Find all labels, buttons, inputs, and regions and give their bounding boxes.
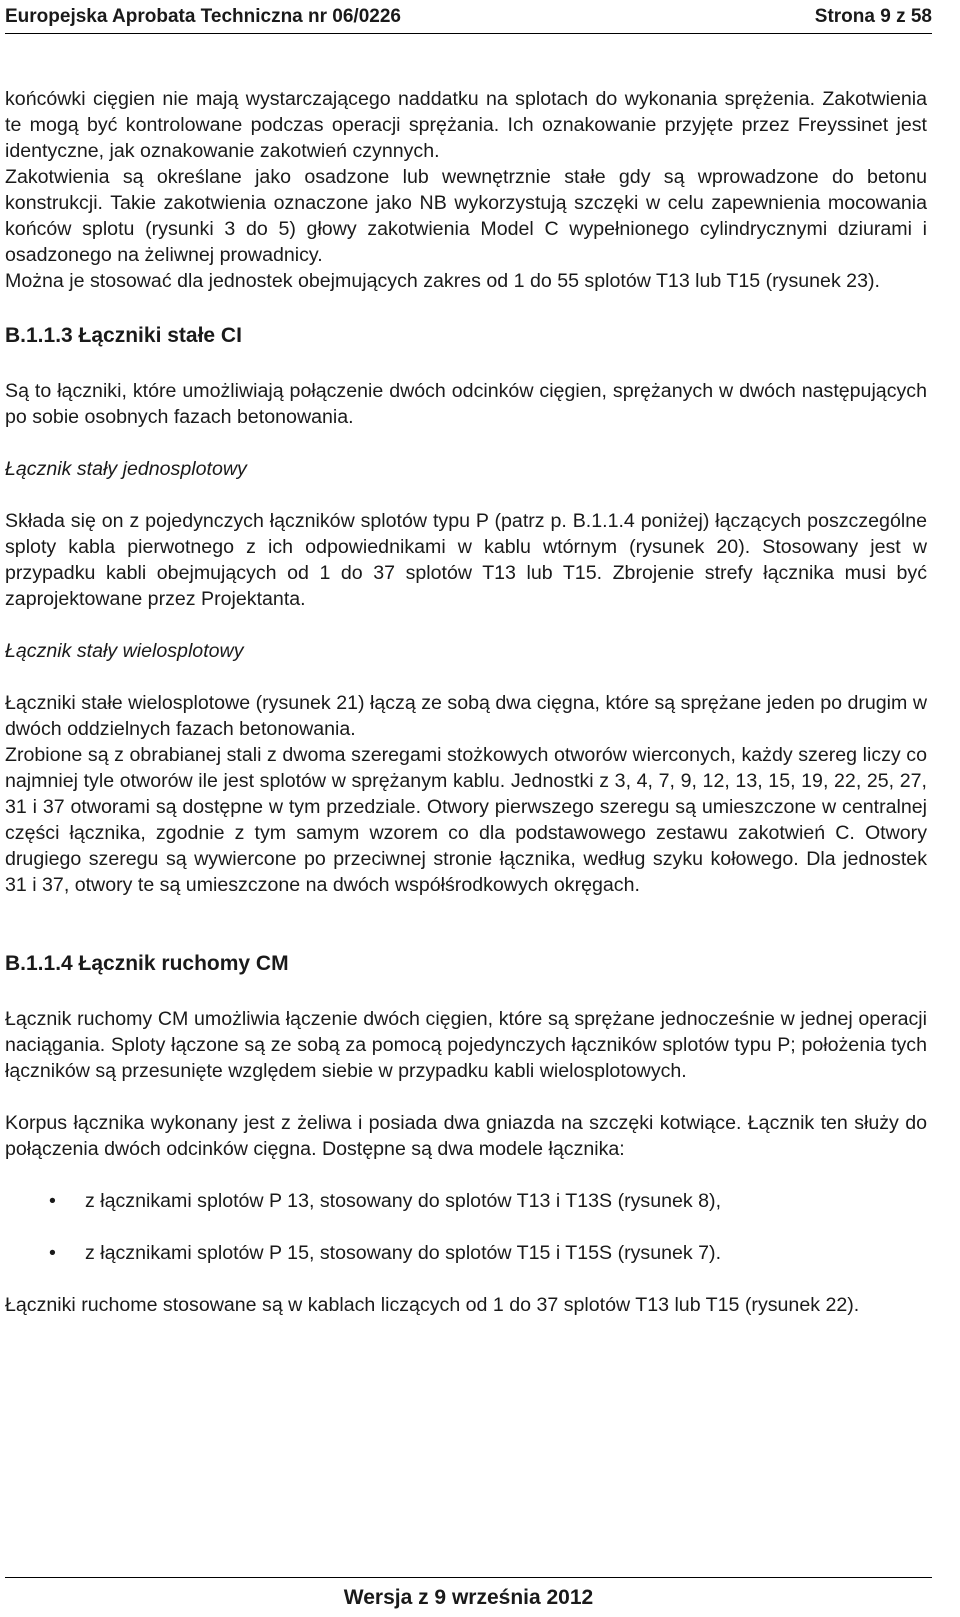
section-heading-b114: B.1.1.4 Łącznik ruchomy CM bbox=[5, 952, 289, 975]
section-heading-b113: B.1.1.3 Łączniki stałe CI bbox=[5, 324, 242, 347]
section-b114-paragraph-2: Korpus łącznika wykonany jest z żeliwa i posiada dwa gniazda na szczęki kotwiące. Łącznik ten służy do połączenia dwóch odcinków cięgna. Dostępne są dwa modele łącznika: bbox=[5, 1112, 927, 1160]
version-date: Wersja z 9 września 2012 bbox=[343, 1586, 594, 1609]
section-b114-paragraph-3: Łączniki ruchome stosowane są w kablach liczących od 1 do 37 splotów T13 lub T15 (rysunek 22). bbox=[5, 1294, 860, 1316]
subheading-multi-strand: Łącznik stały wielosplotowy bbox=[5, 640, 244, 662]
subheading-single-strand: Łącznik stały jednosplotowy bbox=[5, 458, 247, 480]
connector-models-list bbox=[5, 1188, 927, 1266]
list-item-text: z łącznikami splotów P 13, stosowany do splotów T13 i T13S (rysunek 8), bbox=[85, 1190, 722, 1212]
page-header bbox=[5, 0, 932, 34]
list-item-text: z łącznikami splotów P 15, stosowany do splotów T15 i T15S (rysunek 7). bbox=[85, 1242, 722, 1264]
intro-paragraph-1: końcówki cięgien nie mają wystarczającego naddatku na splotach do wykonania sprężenia. Zakotwienia te mogą być kontrolowane podczas operacji sprężania. Ich oznakowanie przyjęte przez Freyssinet jest identyczne, jak oznakowanie zakotwień czynnych. bbox=[5, 88, 927, 162]
section-b113-paragraph-1: Są to łączniki, które umożliwiają połączenie dwóch odcinków cięgien, sprężanych w dwóch następujących po sobie osobnych fazach betonowania. bbox=[5, 380, 927, 428]
section-b114-paragraph-1: Łącznik ruchomy CM umożliwia łączenie dwóch cięgien, które są sprężane jednocześnie w jednej operacji naciągania. Sploty łączone są ze sobą za pomocą pojedynczych łączników splotów typu P; położenia tych łączników są przesunięte względem siebie w przypadku kabli wielosplotowych. bbox=[5, 1008, 927, 1082]
bullet-icon: • bbox=[49, 1242, 56, 1264]
section-b113-paragraph-2: Składa się on z pojedynczych łączników splotów typu P (patrz p. B.1.1.4 poniżej) łączących poszczególne sploty kabla pierwotnego z ich odpowiednikami w kablu wtórnym (rysunek 20). Stosowany jest w przypadku kabli obejmujących od 1 do 37 splotów T13 lub T15. Zbrojenie strefy łącznika musi być zaprojektowane przez Projektanta. bbox=[5, 510, 927, 610]
section-b113-paragraph-4: Zrobione są z obrabianej stali z dwoma szeregami stożkowych otworów wierconych, każdy szereg liczy co najmniej tyle otworów ile jest splotów w sprężanym kablu. Jednostki z 3, 4, 7, 9, 12, 13, 15, 19, 22, 25, 27, 31 i 37 otworami są dostępne w tym przedziale. Otwory pierwszego szeregu są umieszczone w centralnej części łącznika, zgodnie z tym samym wzorem co dla podstawowego zestawu zakotwień C. Otwory drugiego szeregu są wywiercone po przeciwnej stronie łącznika, według szyku kołowego. Dla jednostek 31 i 37, otwory te są umieszczone na dwóch współśrodkowych okręgach. bbox=[5, 744, 927, 896]
section-b113-paragraph-3: Łączniki stałe wielosplotowe (rysunek 21) łączą ze sobą dwa cięgna, które są sprężane jeden po drugim w dwóch oddzielnych fazach betonowania. bbox=[5, 692, 927, 740]
list-item bbox=[5, 1188, 927, 1214]
document-title: Europejska Aprobata Techniczna nr 06/0226 bbox=[5, 5, 401, 27]
page-number: Strona 9 z 58 bbox=[814, 5, 932, 27]
list-item bbox=[5, 1240, 927, 1266]
bullet-icon: • bbox=[49, 1190, 56, 1212]
intro-paragraph-2: Zakotwienia są określane jako osadzone lub wewnętrznie stałe gdy są wprowadzone do betonu konstrukcji. Takie zakotwienia oznaczone jako NB wykorzystują szczęki w celu zapewnienia mocowania końców splotu (rysunki 3 do 5) głowy zakotwienia Model C wypełnionego cylindrycznymi dziurami i osadzonego na żeliwnej prowadnicy. bbox=[5, 166, 927, 266]
intro-paragraph-3: Można je stosować dla jednostek obejmujących zakres od 1 do 55 splotów T13 lub T15 (rysunek 23). bbox=[5, 270, 880, 292]
page-footer bbox=[5, 1577, 932, 1610]
document-body bbox=[5, 86, 927, 1318]
